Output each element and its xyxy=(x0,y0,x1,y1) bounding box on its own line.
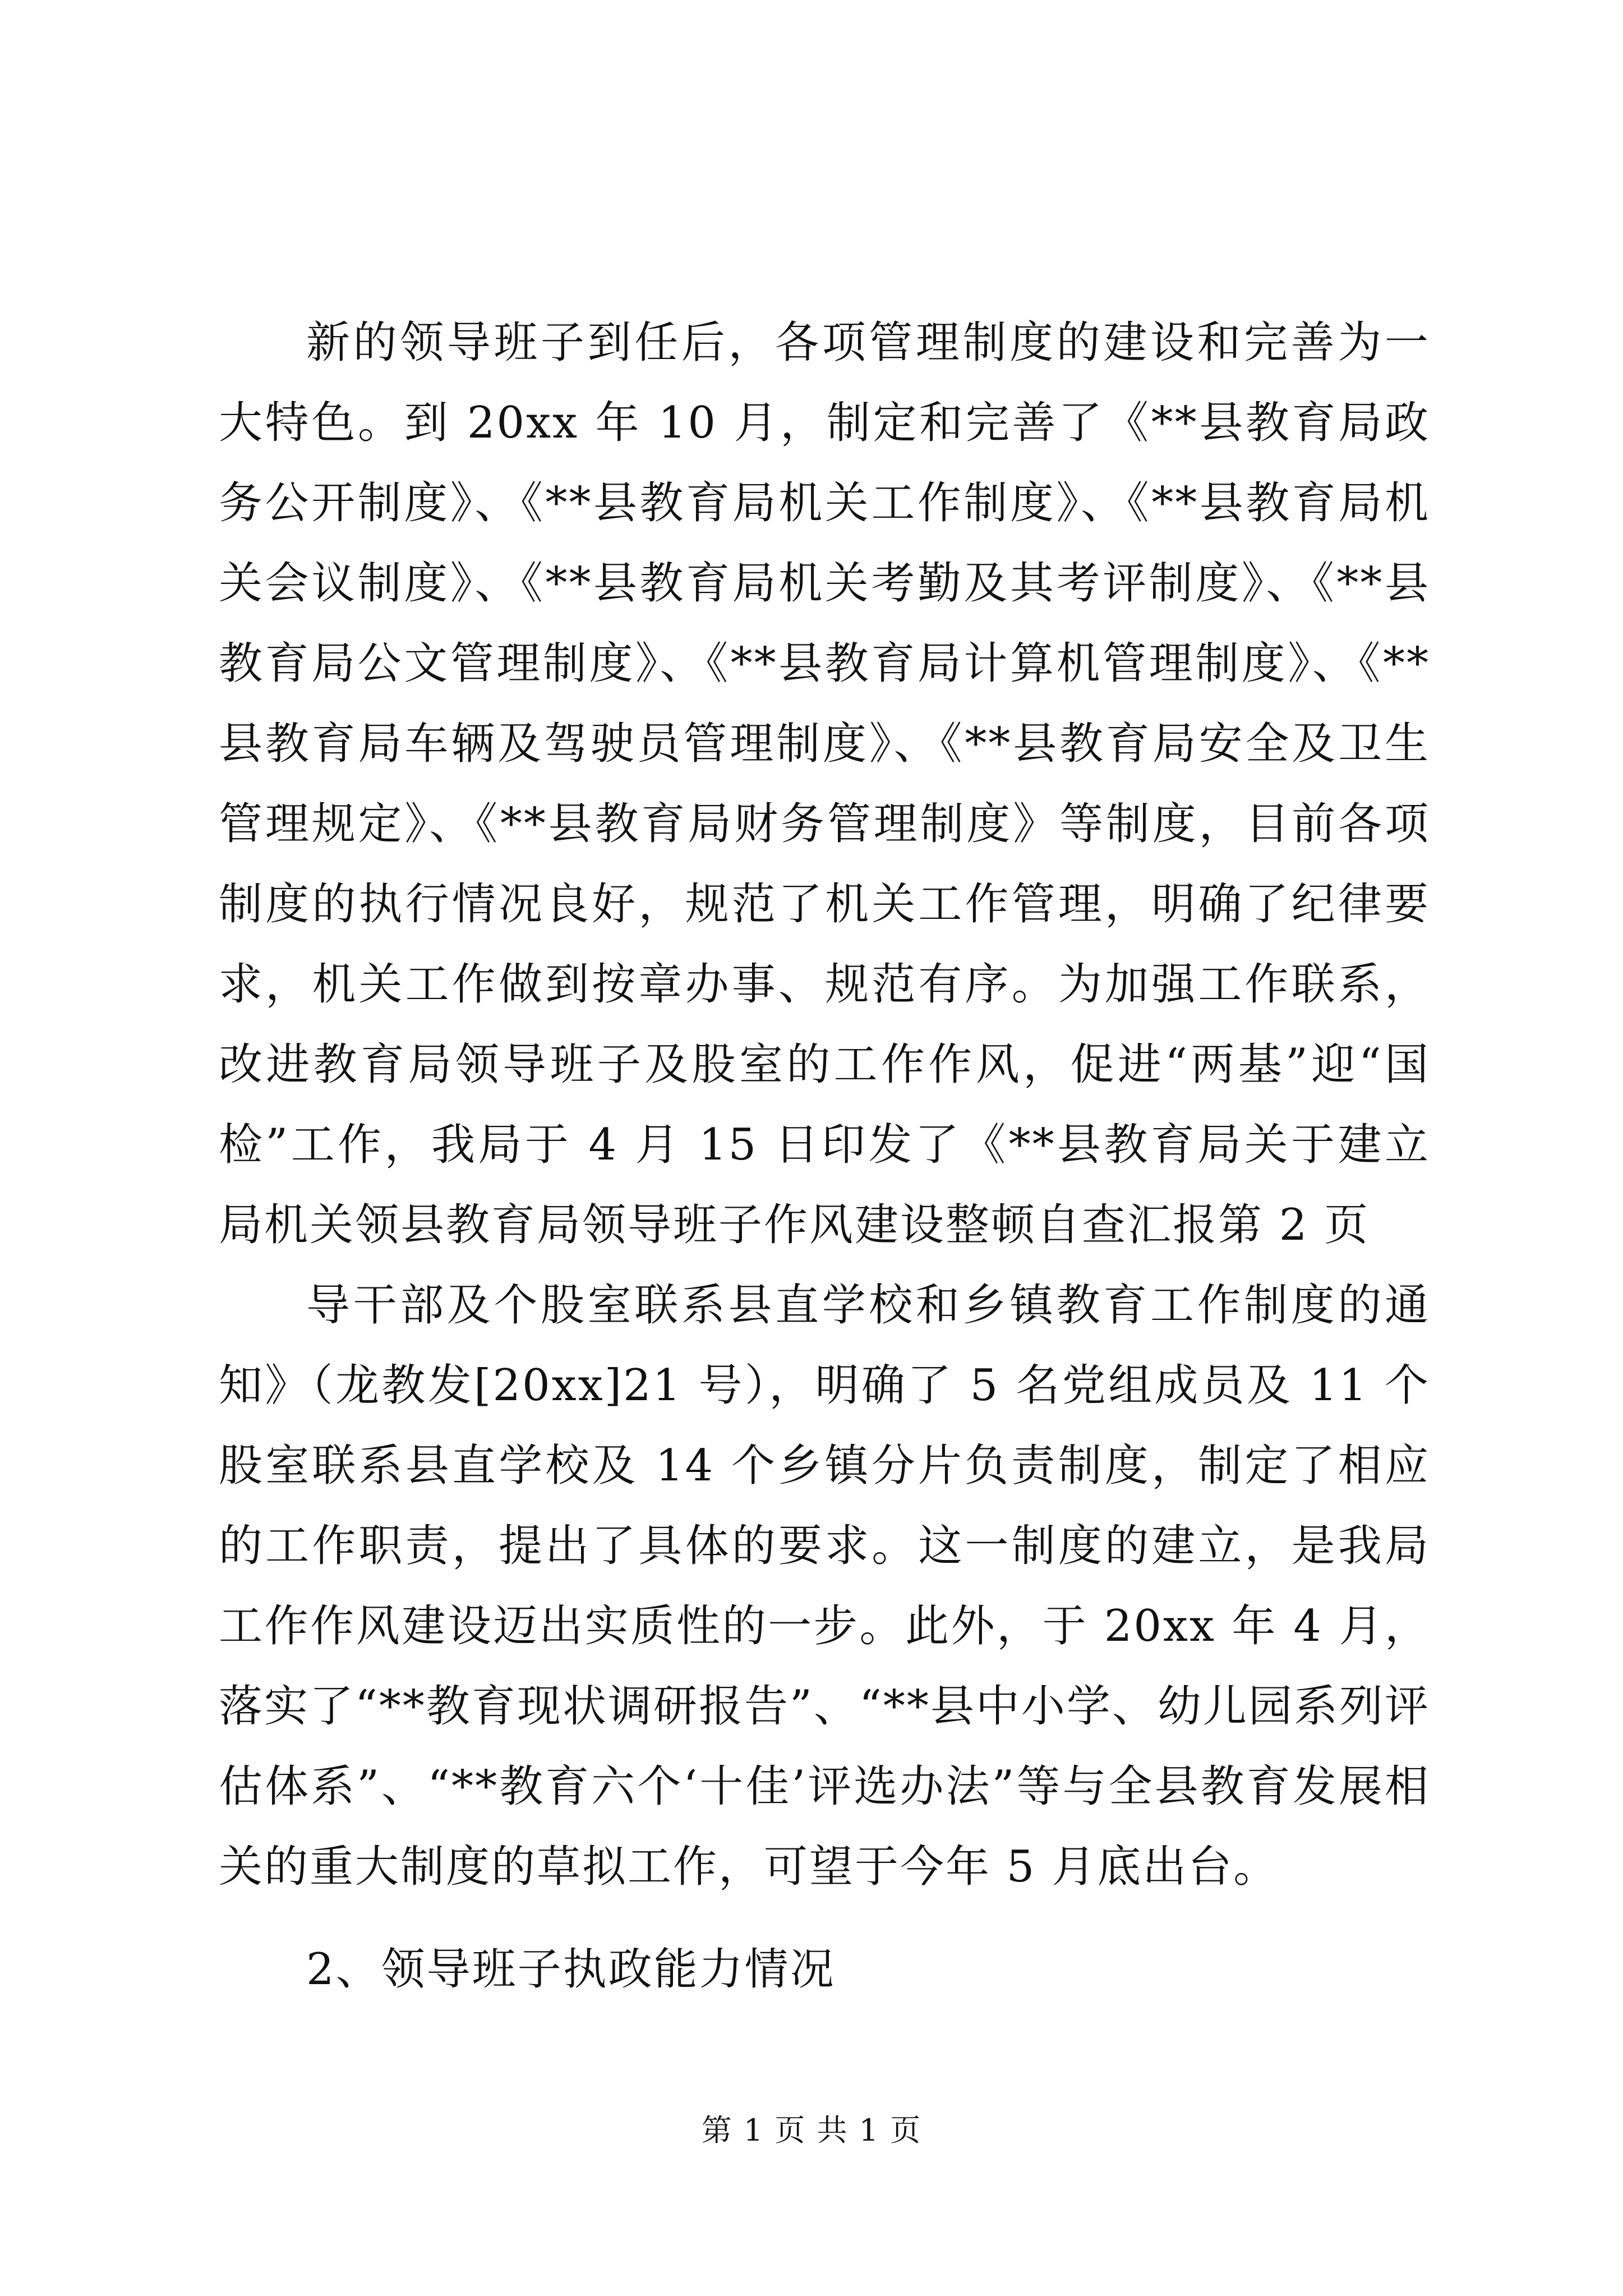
page-footer: 第 1 页 共 1 页 xyxy=(701,2113,922,2148)
document-body xyxy=(219,303,1430,2010)
paragraph-2: 导干部及个股室联系县直学校和乡镇教育工作制度的通知》（龙教发[20xx]21 号），明确了 5 名党组成员及 11 个股室联系县直学校及 14 个乡镇分片负责制度，制定了相应的工作职责，提出了具体的要求。这一制度的建立，是我局工作作风建设迈出实质性的一步。此外，于 20xx 年 4 月，落实了“**教育现状调研报告”、“**县中小学、幼儿园系列评估体系”、“**教育六个‘十佳’评选办法”等与全县教育发展相关的重大制度的草拟工作，可望于今年 5 月底出台。 xyxy=(219,1280,1430,1892)
section-heading: 2、领导班子执政能力情况 xyxy=(306,1944,836,1995)
paragraph-1: 新的领导班子到任后，各项管理制度的建设和完善为一大特色。到 20xx 年 10 月，制定和完善了《**县教育局政务公开制度》、《**县教育局机关工作制度》、《**县教育局机关会议制度》、《**县教育局机关考勤及其考评制度》、《**县教育局公文管理制度》、《**县教育局计算机管理制度》、《**县教育局车辆及驾驶员管理制度》、《**县教育局安全及卫生管理规定》、《**县教育局财务管理制度》等制度，目前各项制度的执行情况良好，规范了机关工作管理，明确了纪律要求，机关工作做到按章办事、规范有序。为加强工作联系，改进教育局领导班子及股室的工作作风，促进“两基”迎“国检”工作，我局于 4 月 15 日印发了《**县教育局关于建立局机关领县教育局领导班子作风建设整顿自查汇报第 2 页 xyxy=(219,318,1430,1250)
